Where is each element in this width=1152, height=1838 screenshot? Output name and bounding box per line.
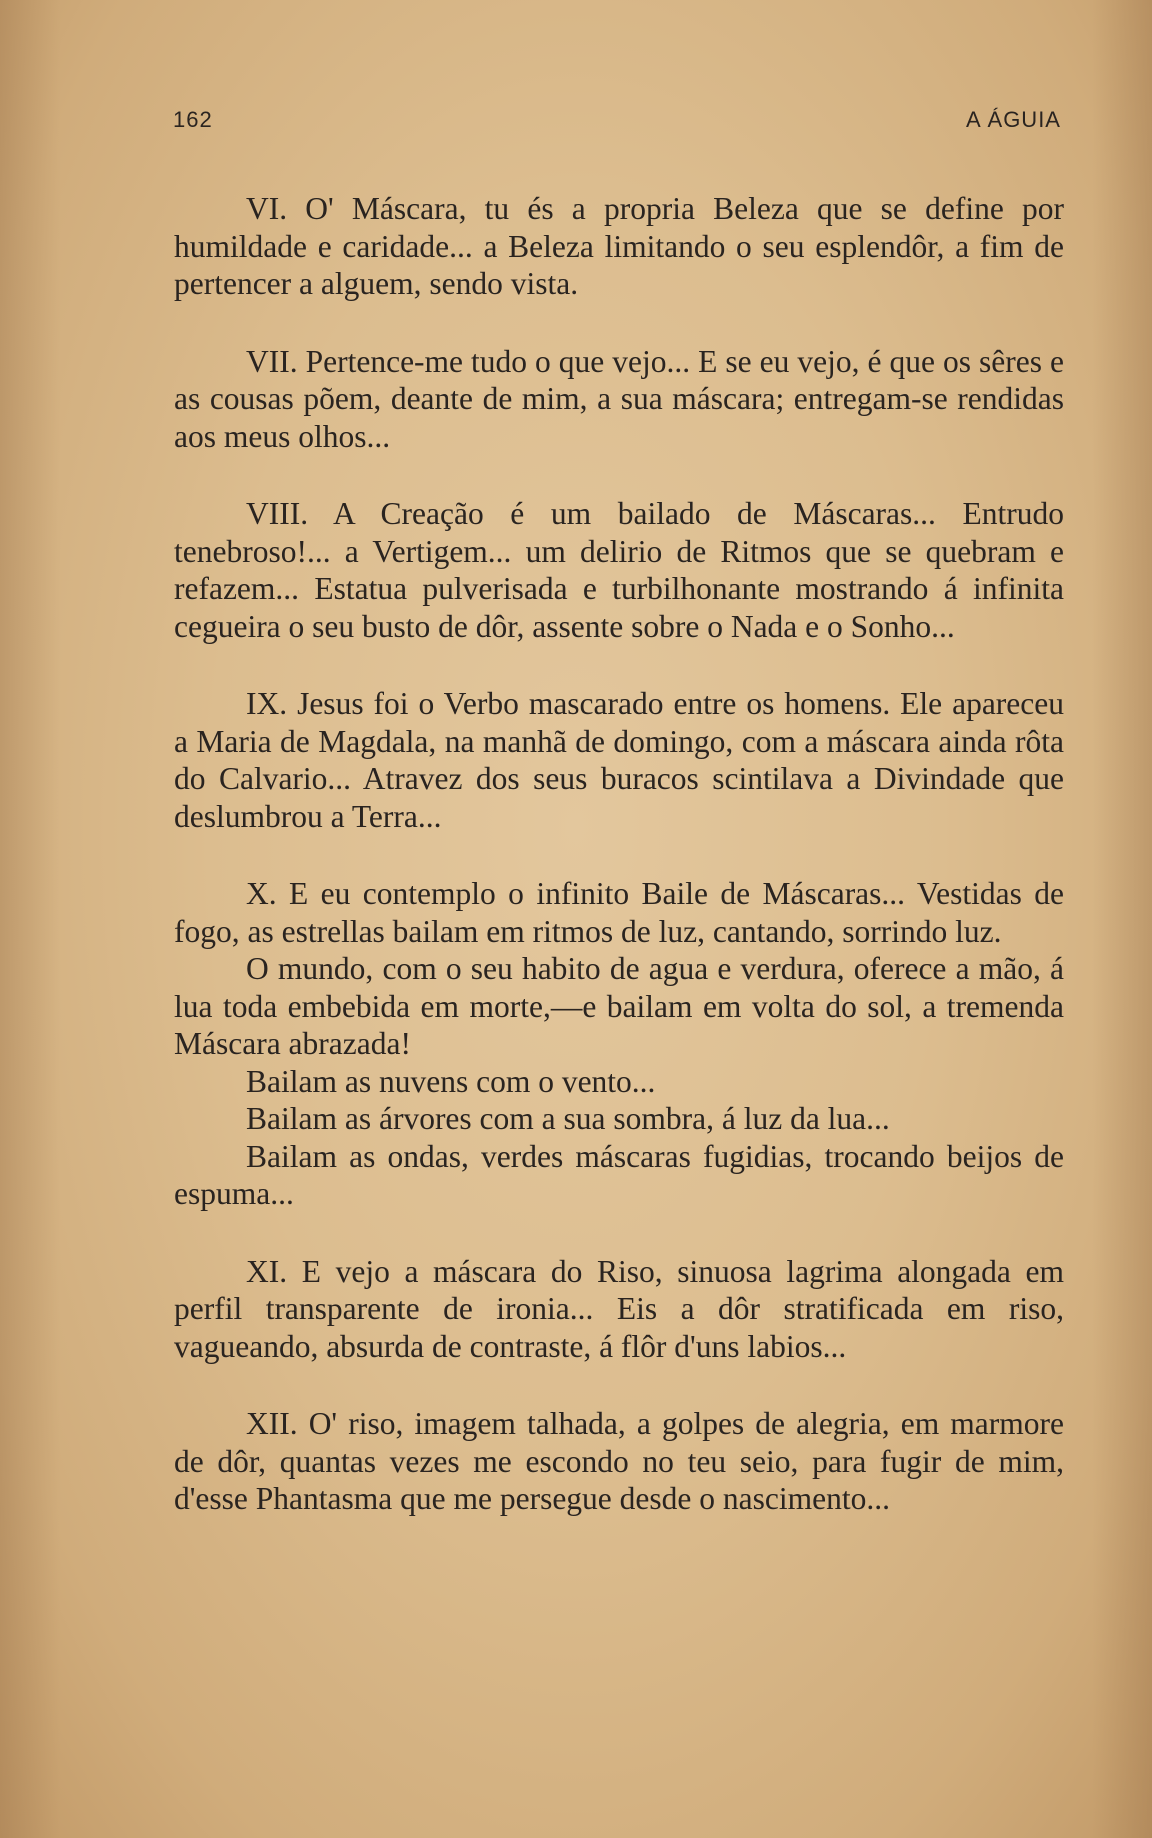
section-vi-paragraph: VI. O' Máscara, tu és a propria Beleza que se define por humildade e caridade... a Beleza limitando o seu esplendôr, a fim de pertencer a alguem, sendo vista.: [174, 191, 1064, 301]
section-x-paragraph-4: Bailam as árvores com a sua sombra, á luz da lua...: [246, 1101, 890, 1136]
section-x-paragraph-5: Bailam as ondas, verdes máscaras fugidias, trocando beijos de espuma...: [174, 1138, 1064, 1211]
journal-title: A ÁGUIA: [965, 107, 1061, 132]
section-viii-paragraph: VIII. A Creação é um bailado de Máscaras... Entrudo tenebroso!... a Vertigem... um delirio de Ritmos que se quebram e refazem... Estatua pulverisada e turbilhonante mostrando á infinita cegueira o seu busto de dôr, assente sobre o Nada e o Sonho...: [174, 496, 1064, 644]
section-xii-paragraph: XII. O' riso, imagem talhada, a golpes de alegria, em marmore de dôr, quantas vezes me escondo no teu seio, para fugir de mim, d'esse Phantasma que me persegue desde o nascimento...: [174, 1406, 1064, 1516]
running-head: [173, 107, 1061, 137]
page-edge-shadow-right: [1092, 0, 1152, 1838]
section-ix-paragraph: IX. Jesus foi o Verbo mascarado entre os homens. Ele apareceu a Maria de Magdala, na manhã de domingo, com a máscara ainda rôta do Calvario... Atravez dos seus buracos scintilava a Divindade que deslumbrou a Terra...: [174, 686, 1064, 834]
page-body: [174, 190, 1064, 1518]
section-x-paragraph-1: X. E eu contemplo o infinito Baile de Máscaras... Vestidas de fogo, as estrellas bailam em ritmos de luz, cantando, sorrindo luz.: [174, 876, 1064, 949]
page-edge-shadow-left: [0, 0, 60, 1838]
section-xi-paragraph: XI. E vejo a máscara do Riso, sinuosa lagrima alongada em perfil transparente de ironia... Eis a dôr stratificada em riso, vagueando, absurda de contraste, á flôr d'uns labios...: [174, 1253, 1064, 1364]
section-vii-paragraph: VII. Pertence-me tudo o que vejo... E se eu vejo, é que os sêres e as cousas põem, deante de mim, a sua máscara; entregam-se rendidas aos meus olhos...: [174, 343, 1064, 454]
section-x-paragraph-2: O mundo, com o seu habito de agua e verdura, oferece a mão, á lua toda embebida em morte,—e bailam em volta do sol, a tremenda Máscara abrazada!: [174, 951, 1064, 1061]
section-x-paragraph-3: Bailam as nuvens com o vento...: [246, 1063, 656, 1099]
page-number: 162: [173, 107, 213, 132]
